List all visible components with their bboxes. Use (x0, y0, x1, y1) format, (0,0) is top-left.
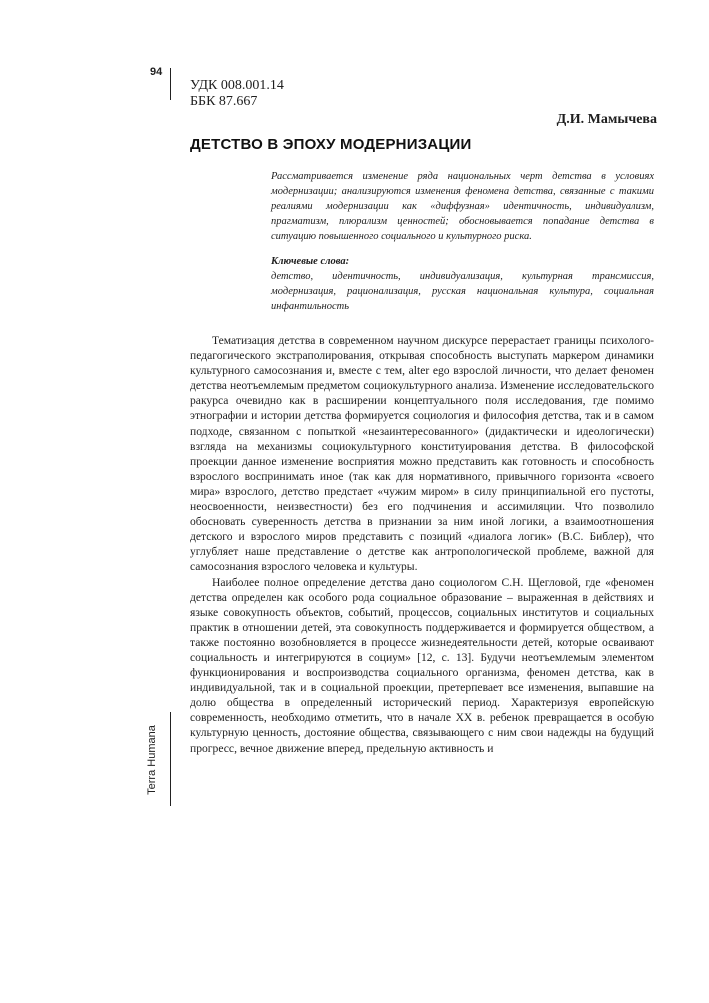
journal-side-label (143, 710, 161, 810)
body-paragraph-2: Наиболее полное определение детства дано социологом С.Н. Щегловой, где «феномен детства определен как особого рода социальное образование – выраженная в действиях и языке совокупность объектов, событий, процессов, социальных институтов и социальных практик в отношении детей, эта совокупность поддерживается и формируется обществом, а также постоянно возобновляется в процессе жизнедеятельности детей, которые осваивают социальность и интегрируются в социум» [12, с. 13]. Будучи неотъемлемым элементом функционирования и воспроизводства социального организма, феномен детства, как в индивидуальной, так и в социальной проекции, претерпевает все изменения, выпавшие на долю общества в определенный исторический период. Характеризуя европейскую современность, необходимо отметить, что в начале XX в. ребенок превращается в особую культурную ценность, достояние общества, связывающего с ним свои надежды на будущий прогресс, вечное движение вперед, предельную активность и (190, 575, 654, 755)
abstract-text: Рассматривается изменение ряда национальных черт детства в условиях модернизации; анализируются изменения феномена детства, связанные с такими реалиями модернизации как «диффузная» идентичность, индивидуализм, прагматизм, плюрализм ценностей; обосновывается попадание детства в ситуацию повышенного социального и культурного риска. (271, 171, 654, 242)
margin-rule-bottom (170, 712, 171, 806)
classification-codes (190, 78, 284, 110)
article-title: ДЕТСТВО В ЭПОХУ МОДЕРНИЗАЦИИ (190, 136, 472, 153)
keywords-heading: Ключевые слова: (271, 256, 350, 267)
margin-rule-top (170, 68, 171, 100)
abstract-block (271, 169, 654, 314)
journal-name: Terra Humana (146, 725, 158, 795)
bbk-code: ББК 87.667 (190, 94, 258, 109)
keywords-text: детство, идентичность, индивидуализация, культурная трансмиссия, модернизация, рационализация, русская национальная культура, социальная инфантильность (271, 271, 654, 312)
author-name: Д.И. Мамычева (556, 112, 657, 127)
article-body (190, 333, 654, 756)
page-number: 94 (150, 66, 163, 78)
body-paragraph-1: Тематизация детства в современном научном дискурсе перерастает границы психолого-педагогического экстраполирования, открывая способность выступать маркером динамики культурного самосознания и, вместе с тем, alter ego взрослой личности, что делает феномен детства неотъемлемым предметом социокультурного анализа. Изменение исследовательского ракурса очевидно как в расширении концептуального поля исследования, где помимо этнографии и истории детства формируется социология и философия детства, так и в самом подходе, связанном с попыткой «незаинтересованного» (дидактически и идеологически) взгляда на механизмы социокультурного конституирования детства. В философской проекции данное изменение восприятия можно представить как готовность и способность взрослого воспринимать иное (так как для нормативного, привычного горизонта «своего мира» взрослого, детство предстает «чужим миром» в силу принципиальной его пустоты, неосвоенности, неизвестности) без его подчинения и ассимиляции. Что позволило обосновать суверенность детства в признании за ним иной логики, а взаимоотношения детского и взрослого миров представить с позиций «диалога логик» (В.С. Библер), что углубляет наше представление о детстве как антропологической проблеме, важной для самосознания взрослого человека и культуры. (190, 334, 654, 574)
udk-code: УДК 008.001.14 (190, 78, 284, 93)
